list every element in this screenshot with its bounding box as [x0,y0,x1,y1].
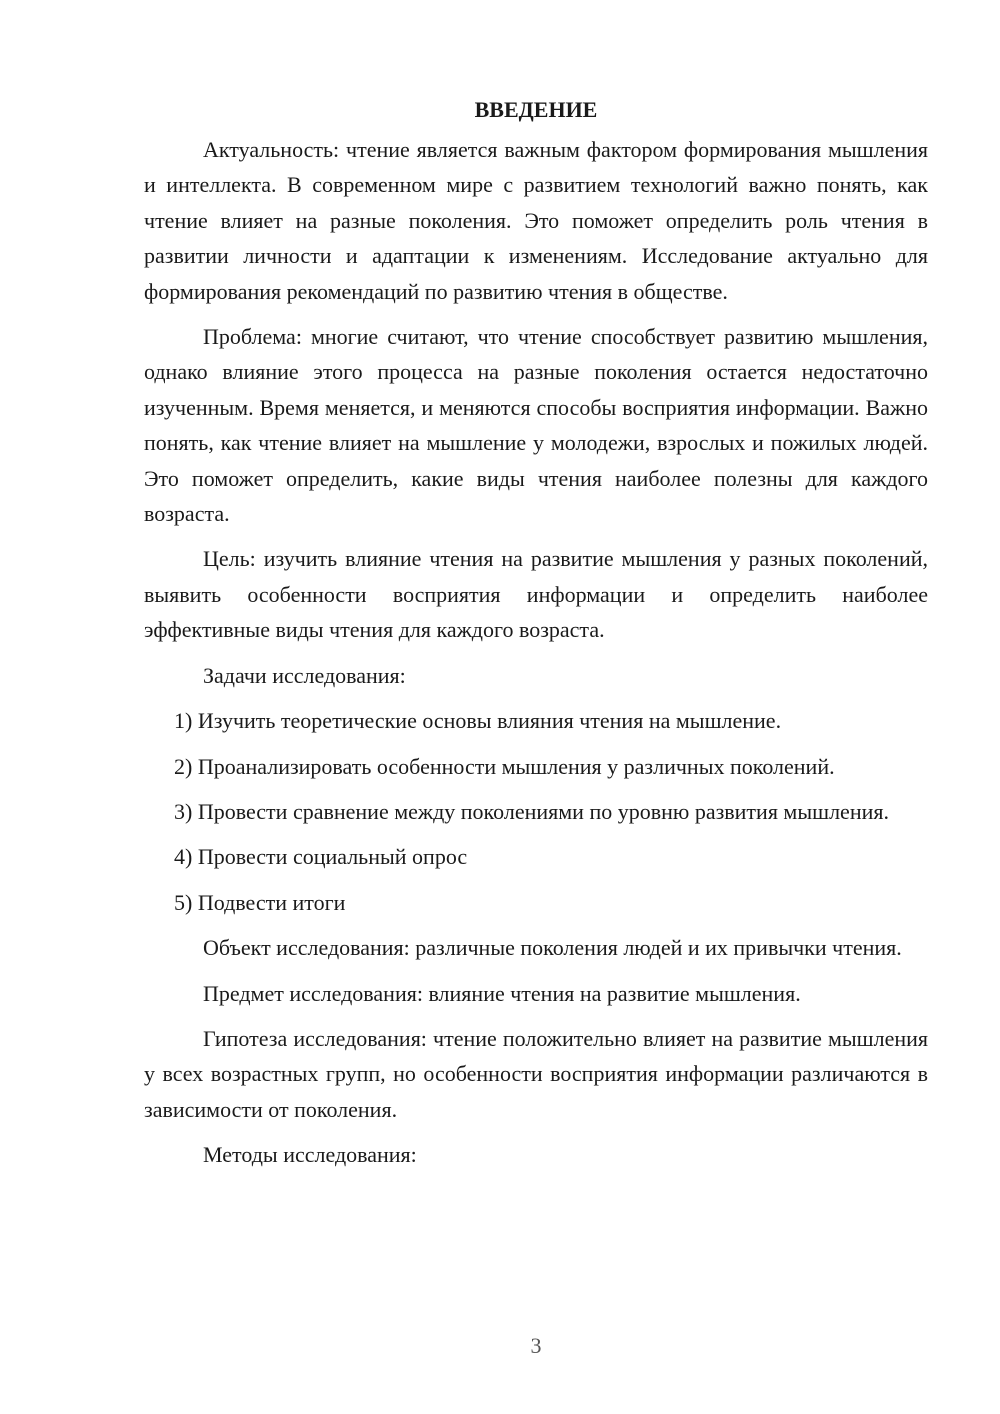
document-page [144,92,928,1183]
page-title: ВВЕДЕНИЕ [474,97,598,122]
methods-heading: Методы исследования: [203,1142,417,1168]
subject-paragraph: Предмет исследования: влияние чтения на развитие мышления. [203,980,801,1006]
task-item: 4) Провести социальный опрос [174,844,468,870]
task-item: 1) Изучить теоретические основы влияния чтения на мышление. [174,708,782,734]
relevance-paragraph: Актуальность: чтение является важным фактором формирования мышления и интеллекта. В современном мире с развитием технологий важно понять, как чтение влияет на разные поколения. Это поможет определить роль чтения в развитии личности и адаптации к изменениям. Исследование актуально для формирования рекомендаций по развитию чтения в обществе. [144,137,928,304]
tasks-heading: Задачи исследования: [203,662,406,688]
task-item: 3) Провести сравнение между поколениями по уровню развития мышления. [174,798,889,824]
object-paragraph: Объект исследования: различные поколения людей и их привычки чтения. [203,935,902,961]
page-number: 3 [530,1333,542,1358]
task-item: 5) Подвести итоги [174,889,346,915]
problem-paragraph: Проблема: многие считают, что чтение способствует развитию мышления, однако влияние этого процесса на разные поколения остается недостаточно изученным. Время меняется, и меняются способы восприятия информации. Важно понять, как чтение влияет на мышление у молодежи, взрослых и пожилых людей. Это поможет определить, какие виды чтения наиболее полезны для каждого возраста. [144,324,928,527]
goal-paragraph: Цель: изучить влияние чтения на развитие мышления у разных поколений, выявить особенности восприятия информации и определить наиболее эффективные виды чтения для каждого возраста. [144,546,928,643]
task-item: 2) Проанализировать особенности мышления у различных поколений. [174,753,835,779]
hypothesis-paragraph: Гипотеза исследования: чтение положительно влияет на развитие мышления у всех возрастных групп, но особенности восприятия информации различаются в зависимости от поколения. [144,1025,928,1122]
